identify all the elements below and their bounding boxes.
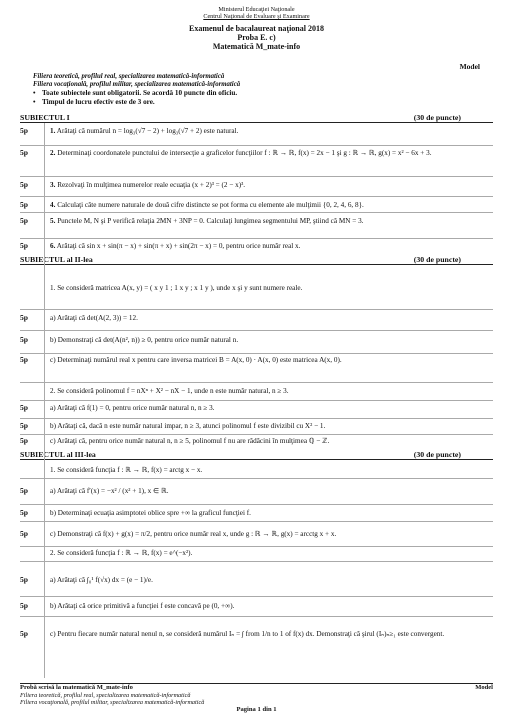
footer-line-1: Probă scrisă la matematică M_mate-info Model (20, 684, 493, 691)
section-1-title: SUBIECTUL I (20, 113, 70, 122)
filiera-line-1: Filiera teoretică, profilul real, specializarea matematică-informatică (33, 73, 225, 80)
model-label: Model (459, 62, 480, 71)
page-number: Pagina 1 din 1 (236, 705, 277, 713)
center-name: Centrul Naţional de Evaluare şi Examinare (203, 13, 310, 20)
proba-title: Proba E. c) (237, 33, 276, 42)
exam-title: Examenul de bacalaureat naţional 2018 (189, 24, 324, 33)
subject-title: Matematică M_mate-info (212, 42, 301, 51)
document-header (0, 6, 513, 51)
footer-line-3: Filiera vocaţională, profilul militar, specializarea matematică-informatică (20, 698, 205, 706)
rule-2: • Timpul de lucru efectiv este de 3 ore. (33, 98, 483, 107)
section-2-header (20, 255, 493, 265)
section-2-points: (30 de puncte) (413, 255, 461, 264)
footer-line-2: Filiera teoretică, profilul real, specializarea matematică-informatică (20, 691, 191, 699)
exam-meta (33, 73, 483, 106)
footer-model: Model (475, 684, 493, 691)
section-3-points: (30 de puncte) (413, 450, 461, 459)
section-1-header (20, 113, 493, 123)
section-3-header (20, 450, 493, 460)
section-1-points: (30 de puncte) (413, 113, 461, 122)
section-2-title: SUBIECTUL al II-lea (20, 255, 93, 264)
filiera-line-2: Filiera vocaţională, profilul militar, specializarea matematică-informatică (33, 81, 241, 88)
document-footer (20, 683, 493, 714)
section-3-title: SUBIECTUL al III-lea (20, 450, 96, 459)
rule-1: • Toate subiectele sunt obligatorii. Se acordă 10 puncte din oficiu. (33, 89, 483, 98)
ministry-name: Ministerul Educaţiei Naţionale (218, 6, 295, 13)
